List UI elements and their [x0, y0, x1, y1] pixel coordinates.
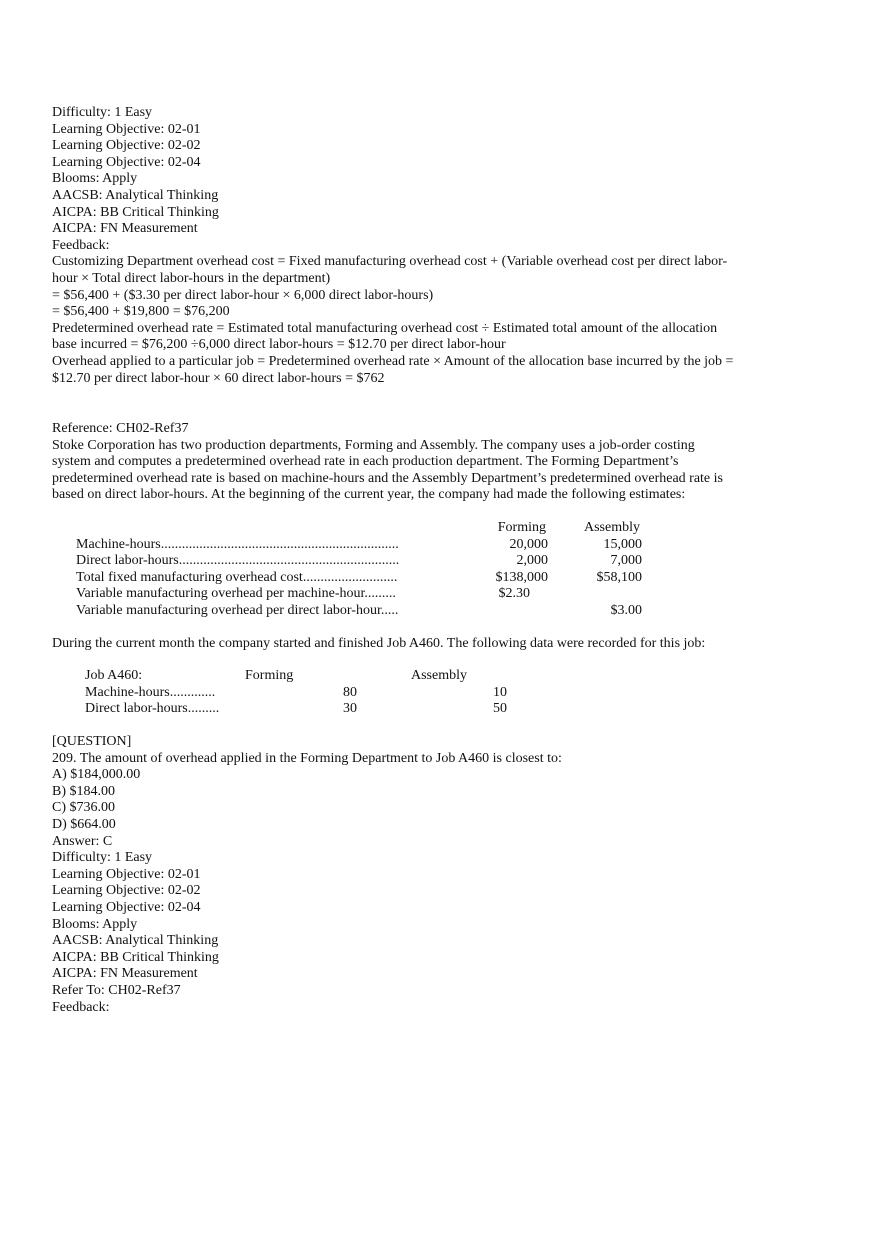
table-row: [76, 570, 642, 587]
assembly-value: 7,000: [610, 553, 642, 569]
table-row: [76, 537, 642, 554]
text-line: AICPA: BB Critical Thinking: [52, 204, 219, 220]
table-header-row: [76, 520, 642, 537]
text-line: based on direct labor-hours. At the beginning of the current year, the company had made the following estimates:: [52, 487, 686, 503]
job-intro-text: During the current month the company started and finished Job A460. The following data were recorded for this job:: [52, 635, 706, 651]
text-line: system and computes a predetermined overhead rate in each production department. The Forming Department’s: [52, 454, 679, 470]
reference-block: [52, 421, 772, 504]
forming-value: $2.30: [498, 586, 530, 602]
text-line: AICPA: FN Measurement: [52, 966, 198, 982]
table-row: [85, 685, 507, 702]
row-label: Machine-hours....................................................................: [76, 536, 399, 552]
row-label: Machine-hours.............: [85, 684, 216, 700]
text-line: = $56,400 + ($3.30 per direct labor-hour × 6,000 direct labor-hours): [52, 287, 434, 303]
text-line: Learning Objective: 02-01: [52, 121, 201, 137]
forming-value: 30: [343, 701, 357, 717]
text-line: Overhead applied to a particular job = Predetermined overhead rate × Amount of the allocation base incurred by the job =: [52, 353, 734, 369]
text-line: Predetermined overhead rate = Estimated total manufacturing overhead cost ÷ Estimated total amount of the allocation: [52, 320, 718, 336]
forming-value: 20,000: [509, 536, 548, 552]
forming-value: $138,000: [495, 569, 548, 585]
text-line: Stoke Corporation has two production departments, Forming and Assembly. The company uses a job-order costing: [52, 437, 695, 453]
text-line: Learning Objective: 02-02: [52, 138, 201, 154]
text-line: Blooms: Apply: [52, 916, 138, 932]
table-row: [85, 701, 507, 718]
reference-title: Reference: CH02-Ref37: [52, 421, 189, 437]
assembly-value: 50: [493, 701, 507, 717]
assembly-value: [548, 586, 642, 603]
text-line: predetermined overhead rate is based on machine-hours and the Assembly Department’s predetermined overhead rate is: [52, 470, 723, 486]
column-header-forming: Forming: [497, 520, 546, 536]
table-header-row: [85, 668, 507, 685]
table-row: [76, 603, 642, 620]
row-label: Direct labor-hours.........: [85, 701, 220, 717]
text-line: Feedback:: [52, 999, 110, 1015]
forming-value: 80: [343, 684, 357, 700]
text-line: Learning Objective: 02-04: [52, 154, 201, 170]
previous-feedback-block: [52, 105, 772, 387]
question-text: 209. The amount of overhead applied in the Forming Department to Job A460 is closest to:: [52, 750, 562, 766]
answer-option: C) $736.00: [52, 800, 115, 816]
assembly-value: 10: [493, 684, 507, 700]
assembly-value: $58,100: [596, 569, 642, 585]
text-line: Difficulty: 1 Easy: [52, 850, 153, 866]
question-block: [52, 734, 772, 1016]
answer-line: Answer: C: [52, 833, 113, 849]
column-header-assembly: Assembly: [584, 520, 640, 536]
text-line: Feedback:: [52, 237, 110, 253]
table-row: [76, 586, 642, 603]
row-label: Variable manufacturing overhead per direct labor-hour.....: [76, 603, 399, 619]
text-line: Learning Objective: 02-01: [52, 866, 201, 882]
answer-option: A) $184,000.00: [52, 767, 141, 783]
assembly-value: $3.00: [610, 603, 642, 619]
text-line: Blooms: Apply: [52, 171, 138, 187]
forming-value: [434, 603, 548, 620]
text-line: Customizing Department overhead cost = Fixed manufacturing overhead cost + (Variable overhead cost per direct labor-: [52, 254, 728, 270]
text-line: $12.70 per direct labor-hour × 60 direct labor-hours = $762: [52, 370, 385, 386]
text-line: Learning Objective: 02-04: [52, 899, 201, 915]
row-label: Direct labor-hours...............................................................: [76, 553, 400, 569]
job-title: Job A460:: [85, 668, 143, 684]
row-label: Variable manufacturing overhead per machine-hour.........: [76, 586, 396, 602]
text-line: hour × Total direct labor-hours in the department): [52, 270, 331, 286]
text-line: Difficulty: 1 Easy: [52, 105, 153, 120]
answer-option: B) $184.00: [52, 783, 115, 799]
assembly-value: 15,000: [603, 536, 642, 552]
job-table: [85, 668, 507, 718]
text-line: base incurred = $76,200 ÷6,000 direct labor-hours = $12.70 per direct labor-hour: [52, 337, 506, 353]
text-line: AACSB: Analytical Thinking: [52, 187, 219, 203]
text-line: AICPA: FN Measurement: [52, 221, 198, 237]
answer-option: D) $664.00: [52, 816, 116, 832]
document-page: [52, 105, 772, 1016]
forming-value: 2,000: [516, 553, 548, 569]
row-label: Total fixed manufacturing overhead cost...........................: [76, 569, 398, 585]
column-header-assembly: Assembly: [411, 668, 467, 684]
text-line: Learning Objective: 02-02: [52, 883, 201, 899]
text-line: AACSB: Analytical Thinking: [52, 933, 219, 949]
estimates-table: [76, 520, 642, 620]
text-line: AICPA: BB Critical Thinking: [52, 949, 219, 965]
text-line: = $56,400 + $19,800 = $76,200: [52, 304, 230, 320]
question-tag: [QUESTION]: [52, 734, 132, 749]
table-row: [76, 553, 642, 570]
text-line: Refer To: CH02-Ref37: [52, 982, 181, 998]
column-header-forming: Forming: [245, 668, 294, 684]
